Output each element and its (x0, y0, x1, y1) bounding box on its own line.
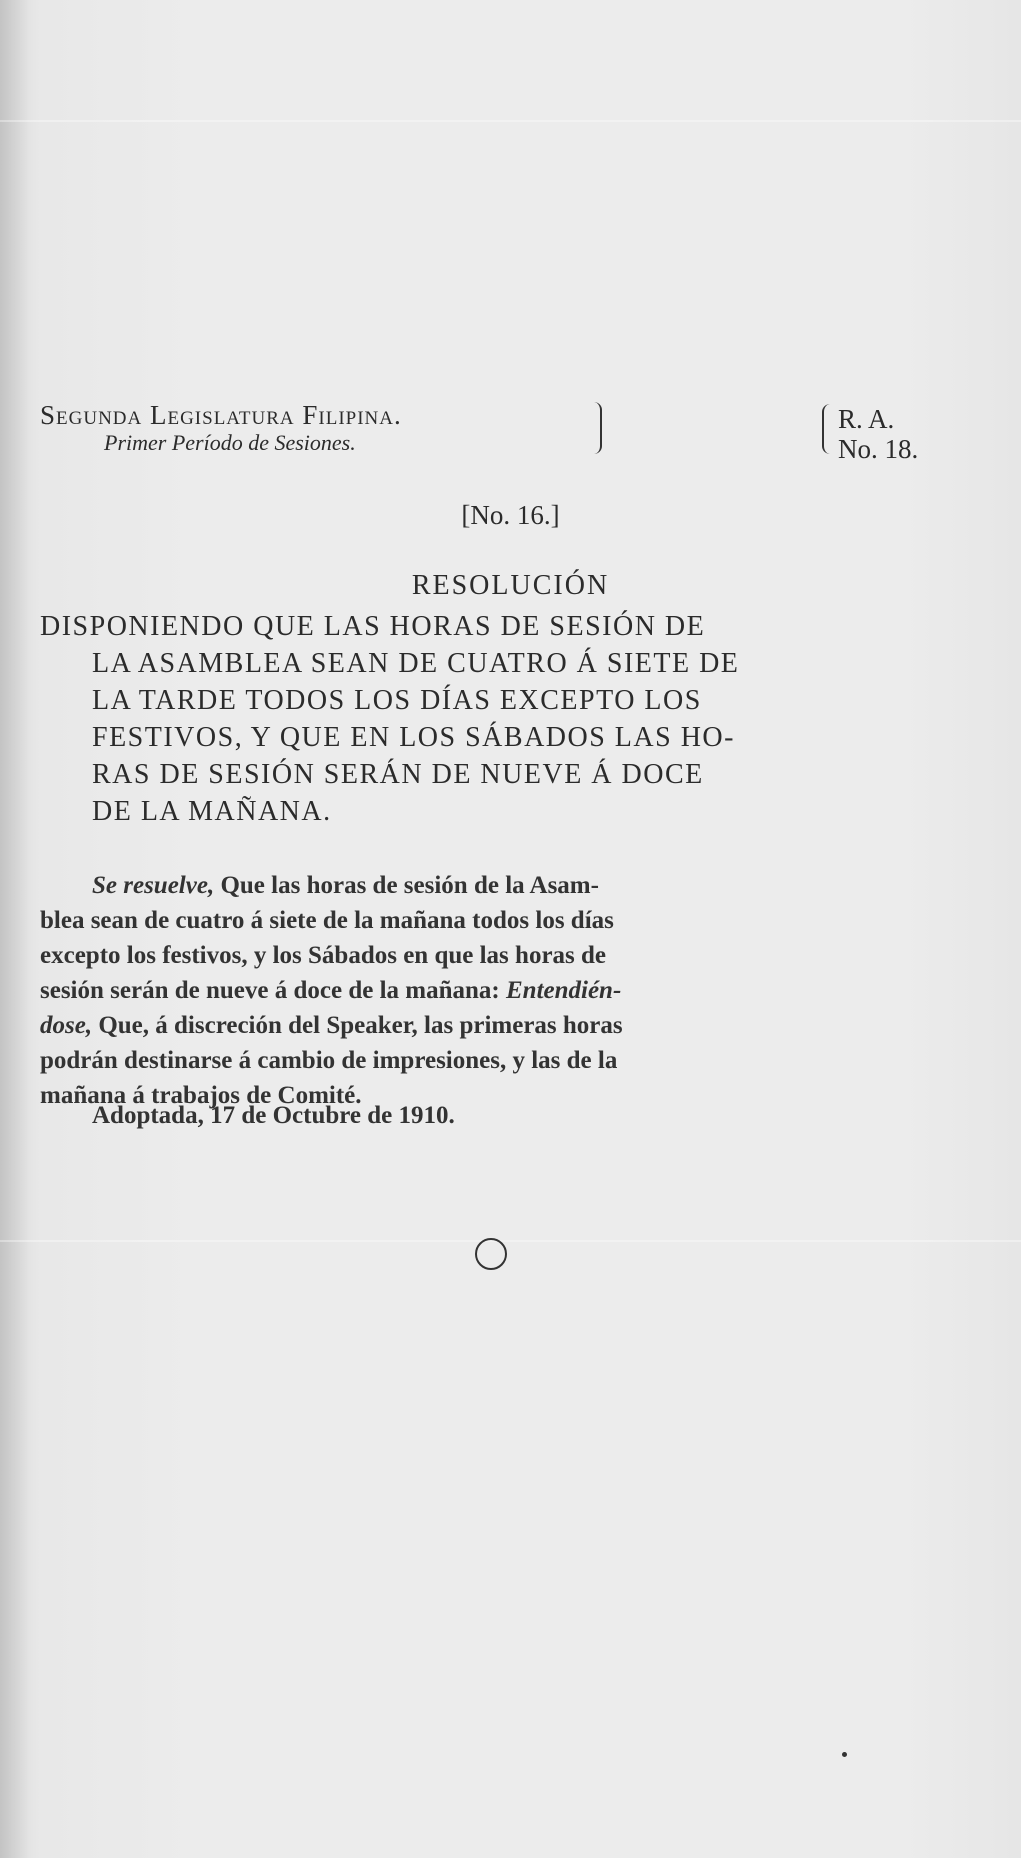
page-edge-shadow (0, 0, 30, 1858)
ra-label: R. A. (838, 404, 895, 434)
body-line (40, 868, 970, 903)
body-text: Que las horas de sesión de la Asam- (214, 872, 599, 899)
subtitle-line: LA ASAMBLEA SEAN DE CUATRO Á SIETE DE (92, 648, 740, 679)
body-lead-italic: Se resuelve, (92, 872, 215, 899)
body-line: excepto los festivos, y los Sábados en que las horas de (40, 942, 607, 969)
body-line (40, 973, 970, 1008)
body-text: Que, á discreción del Speaker, las primeras horas (92, 1012, 623, 1039)
document-number: [No. 16.] (461, 500, 560, 530)
scan-artifact (0, 120, 1021, 122)
body-italic: dose, (40, 1012, 93, 1039)
body-line: mañana á trabajos de Comité. (40, 1082, 362, 1109)
ra-number: No. 18. (838, 434, 919, 464)
subtitle-line: DISPONIENDO QUE LAS HORAS DE SESIÓN DE (40, 611, 706, 642)
scan-artifact (0, 1240, 1021, 1242)
resolution-body (40, 868, 970, 1113)
header-right (838, 404, 918, 464)
body-italic: Entendién- (505, 977, 622, 1004)
scan-speck (842, 1752, 847, 1757)
body-text: sesión serán de nueve á doce de la mañana: (40, 977, 506, 1004)
session-period: Primer Período de Sesiones. (104, 430, 356, 455)
legislature-title: Segunda Legislatura Filipina. (40, 400, 402, 430)
subtitle-line: LA TARDE TODOS LOS DÍAS EXCEPTO LOS (92, 685, 702, 716)
body-line: podrán destinarse á cambio de impresiones, y las de la (40, 1047, 618, 1074)
subtitle-line: RAS DE SESIÓN SERÁN DE NUEVE Á DOCE (92, 759, 704, 790)
header-left (40, 400, 600, 456)
body-line (40, 1008, 970, 1043)
brace-left (590, 402, 602, 454)
subtitle-line: FESTIVOS, Y QUE EN LOS SÁBADOS LAS HO- (92, 722, 735, 753)
adoption-date: Adoptada, 17 de Octubre de 1910. (92, 1102, 455, 1129)
circle-ornament-icon (475, 1238, 507, 1270)
body-line: blea sean de cuatro á siete de la mañana todos los días (40, 907, 614, 934)
resolution-subtitle (40, 608, 970, 830)
resolution-title: RESOLUCIÓN (411, 570, 610, 601)
brace-right (822, 404, 834, 454)
subtitle-line: DE LA MAÑANA. (92, 796, 332, 827)
